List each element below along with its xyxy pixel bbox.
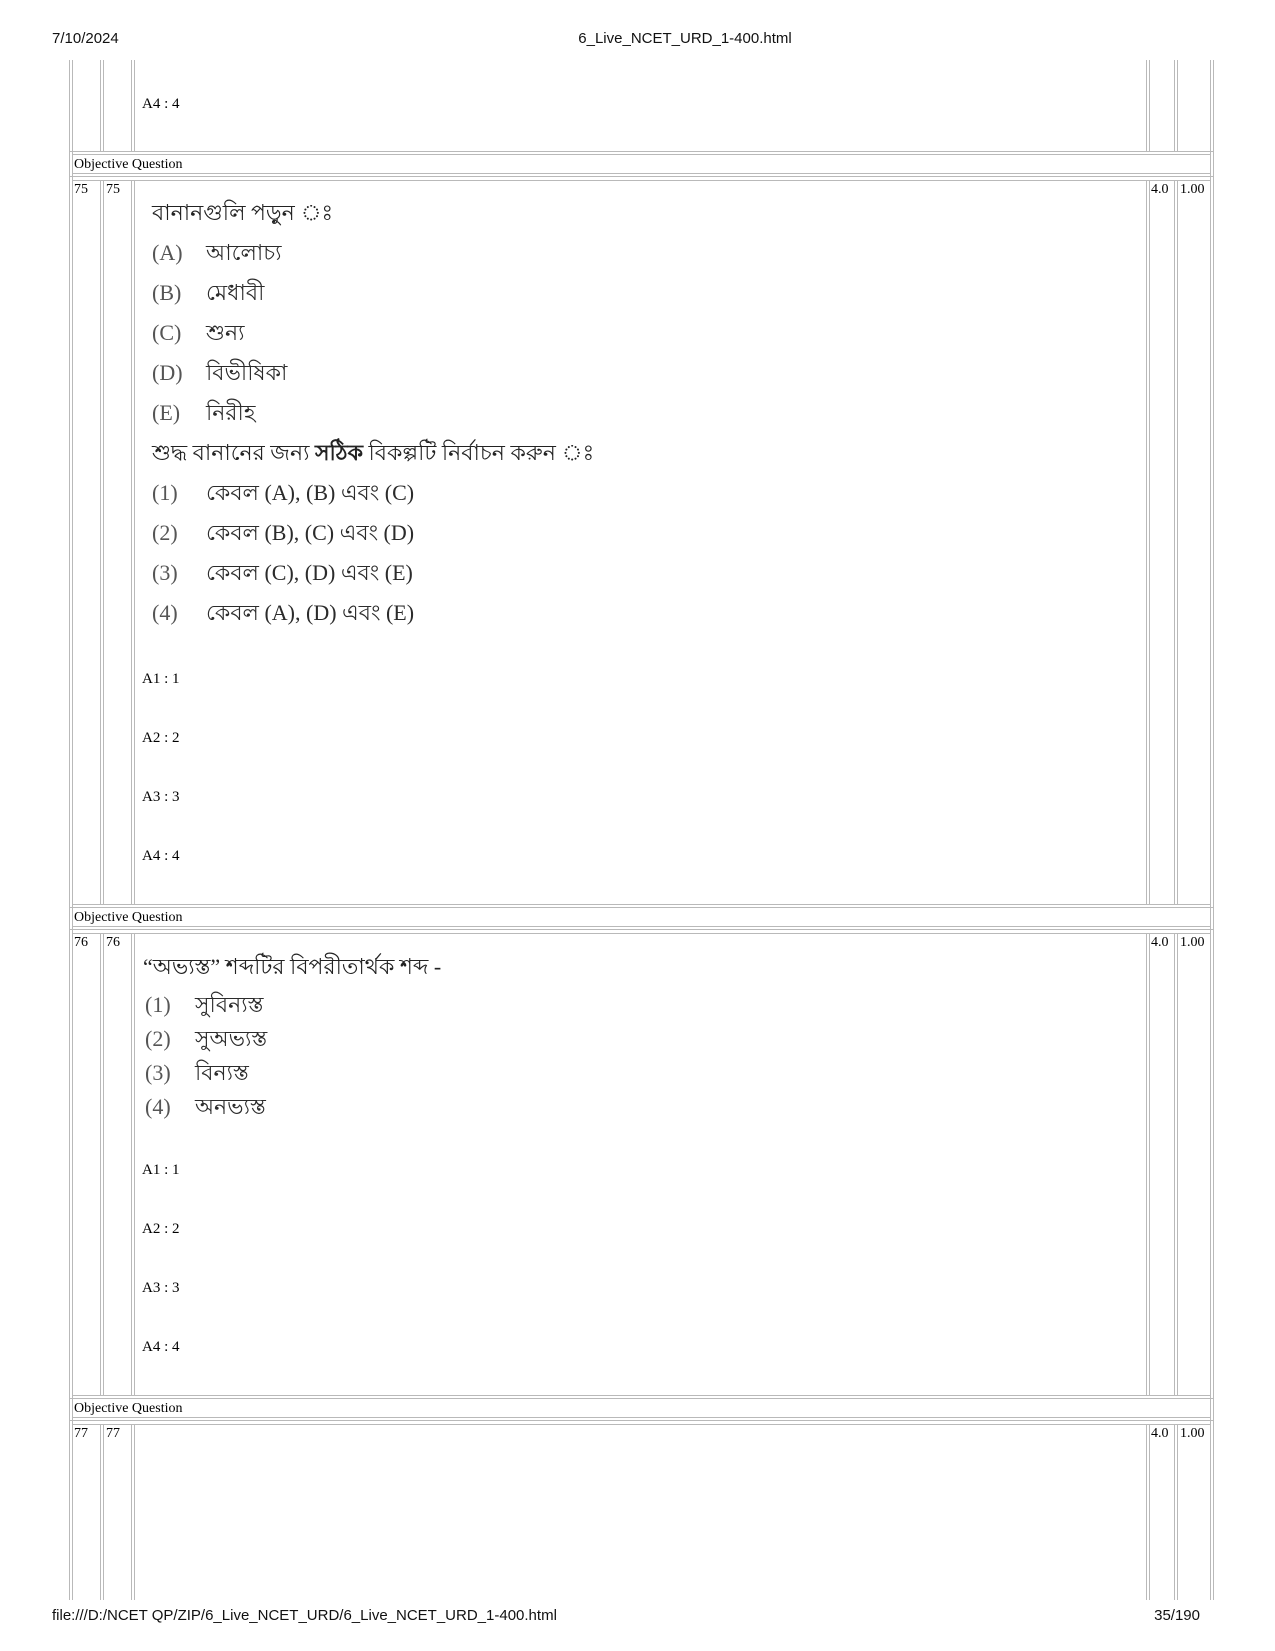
item-text: নিরীহ bbox=[206, 400, 256, 425]
option-2 bbox=[152, 516, 414, 553]
grid-line bbox=[1146, 933, 1147, 1395]
option-label: (2) bbox=[152, 520, 178, 545]
grid-line bbox=[1177, 180, 1178, 904]
option-label: (4) bbox=[152, 600, 178, 625]
item-text: আলোচ্য bbox=[206, 240, 282, 265]
grid-line bbox=[72, 180, 1211, 181]
grid-line bbox=[134, 933, 135, 1395]
item-text: শুন্য bbox=[206, 320, 245, 345]
question-id: 75 bbox=[106, 182, 120, 197]
option-text: কেবল (A), (B) এবং (C) bbox=[206, 480, 415, 505]
grid-line bbox=[72, 926, 1211, 927]
grid-line bbox=[100, 933, 101, 1395]
serial-number: 76 bbox=[74, 935, 88, 950]
question-prompt: বানানগুলি পড়ুন ঃ bbox=[152, 200, 334, 225]
item-text: বিভীষিকা bbox=[206, 360, 288, 385]
grid-line bbox=[103, 1424, 104, 1600]
marks: 4.0 bbox=[1151, 935, 1169, 950]
answer-3: A3 : 3 bbox=[142, 1280, 180, 1296]
list-item bbox=[152, 236, 282, 273]
grid-line bbox=[72, 173, 1211, 174]
grid-line bbox=[131, 1424, 132, 1600]
grid-line bbox=[1177, 1424, 1178, 1600]
serial-number: 77 bbox=[74, 1426, 88, 1441]
grid-line bbox=[131, 60, 132, 151]
option-text: বিন্যস্ত bbox=[195, 1060, 249, 1085]
negative-marks: 1.00 bbox=[1180, 935, 1205, 950]
option-label: (4) bbox=[145, 1094, 171, 1119]
grid-line bbox=[72, 933, 1211, 934]
grid-line bbox=[1146, 60, 1147, 151]
option-2 bbox=[145, 1022, 267, 1059]
answer-3: A3 : 3 bbox=[142, 789, 180, 805]
item-label: (C) bbox=[152, 320, 182, 345]
option-4 bbox=[152, 596, 414, 633]
option-label: (3) bbox=[152, 560, 178, 585]
item-label: (E) bbox=[152, 400, 181, 425]
question-id: 77 bbox=[106, 1426, 120, 1441]
answer-4: A4 : 4 bbox=[142, 1339, 180, 1355]
print-footer-path: file:///D:/NCET QP/ZIP/6_Live_NCET_URD/6_Live_NCET_URD_1-400.html bbox=[52, 1607, 557, 1624]
grid-line bbox=[1149, 60, 1150, 151]
item-label: (A) bbox=[152, 240, 183, 265]
option-text: কেবল (C), (D) এবং (E) bbox=[206, 560, 413, 585]
grid-line bbox=[72, 904, 1211, 905]
negative-marks: 1.00 bbox=[1180, 1426, 1205, 1441]
grid-line bbox=[1174, 60, 1175, 151]
serial-number: 75 bbox=[74, 182, 88, 197]
grid-line bbox=[131, 933, 132, 1395]
grid-line bbox=[100, 180, 101, 904]
grid-line bbox=[103, 180, 104, 904]
option-text: সুঅভ্যস্ত bbox=[195, 1026, 268, 1051]
grid-line bbox=[69, 929, 1214, 930]
option-3 bbox=[152, 556, 413, 593]
grid-line bbox=[131, 180, 132, 904]
list-item bbox=[152, 396, 255, 433]
instruction-emphasis: সঠিক bbox=[314, 440, 363, 465]
marks: 4.0 bbox=[1151, 182, 1169, 197]
option-3 bbox=[145, 1056, 249, 1093]
grid-line bbox=[72, 154, 1211, 155]
grid-line bbox=[69, 60, 70, 1600]
grid-line bbox=[100, 60, 101, 151]
grid-line bbox=[1174, 1424, 1175, 1600]
marks: 4.0 bbox=[1151, 1426, 1169, 1441]
grid-line bbox=[134, 1424, 135, 1600]
item-label: (D) bbox=[152, 360, 183, 385]
question-type-label: Objective Question bbox=[74, 157, 183, 172]
grid-line bbox=[134, 60, 135, 151]
grid-line bbox=[72, 60, 73, 1600]
grid-line bbox=[1149, 180, 1150, 904]
list-item bbox=[152, 316, 244, 353]
answer-1: A1 : 1 bbox=[142, 671, 180, 687]
option-label: (2) bbox=[145, 1026, 171, 1051]
grid-line bbox=[69, 907, 1214, 908]
option-label: (3) bbox=[145, 1060, 171, 1085]
grid-line bbox=[1213, 60, 1214, 1600]
grid-line bbox=[69, 176, 1214, 177]
negative-marks: 1.00 bbox=[1180, 182, 1205, 197]
grid-line bbox=[1174, 933, 1175, 1395]
grid-line bbox=[1210, 60, 1211, 1600]
answer-1: A1 : 1 bbox=[142, 1162, 180, 1178]
grid-line bbox=[69, 151, 1214, 152]
grid-line bbox=[1146, 180, 1147, 904]
option-text: কেবল (A), (D) এবং (E) bbox=[206, 600, 415, 625]
grid-line bbox=[1146, 1424, 1147, 1600]
prev-answer-4: A4 : 4 bbox=[142, 96, 180, 112]
list-item bbox=[152, 276, 264, 313]
grid-line bbox=[103, 933, 104, 1395]
print-date: 7/10/2024 bbox=[52, 30, 119, 47]
print-title: 6_Live_NCET_URD_1-400.html bbox=[578, 30, 792, 47]
grid-line bbox=[69, 1420, 1214, 1421]
option-text: কেবল (B), (C) এবং (D) bbox=[206, 520, 415, 545]
instruction-text: শুদ্ধ বানানের জন্য bbox=[152, 440, 315, 465]
grid-line bbox=[134, 180, 135, 904]
grid-line bbox=[100, 1424, 101, 1600]
option-text: সুবিন্যস্ত bbox=[195, 992, 264, 1017]
list-item bbox=[152, 356, 287, 393]
instruction-text: বিকল্পটি নির্বাচন করুন ঃ bbox=[362, 440, 595, 465]
question-id: 76 bbox=[106, 935, 120, 950]
grid-line bbox=[1149, 933, 1150, 1395]
grid-line bbox=[1177, 933, 1178, 1395]
grid-line bbox=[1177, 60, 1178, 151]
question-instruction bbox=[152, 436, 594, 473]
answer-4: A4 : 4 bbox=[142, 848, 180, 864]
option-1 bbox=[152, 476, 414, 513]
grid-line bbox=[69, 1398, 1214, 1399]
option-text: অনভ্যস্ত bbox=[195, 1094, 266, 1119]
question-type-label: Objective Question bbox=[74, 1401, 183, 1416]
option-4 bbox=[145, 1090, 266, 1127]
item-text: মেধাবী bbox=[206, 280, 265, 305]
item-label: (B) bbox=[152, 280, 182, 305]
grid-line bbox=[1174, 180, 1175, 904]
question-prompt: “অভ্যস্ত” শব্দটির বিপরীতার্থক শব্দ - bbox=[143, 954, 442, 979]
grid-line bbox=[1149, 1424, 1150, 1600]
option-label: (1) bbox=[145, 992, 171, 1017]
question-type-label: Objective Question bbox=[74, 910, 183, 925]
answer-2: A2 : 2 bbox=[142, 730, 180, 746]
grid-line bbox=[72, 1395, 1211, 1396]
option-1 bbox=[145, 988, 263, 1025]
grid-line bbox=[72, 1424, 1211, 1425]
answer-2: A2 : 2 bbox=[142, 1221, 180, 1237]
print-page-number: 35/190 bbox=[1154, 1607, 1200, 1624]
grid-line bbox=[103, 60, 104, 151]
grid-line bbox=[72, 1417, 1211, 1418]
option-label: (1) bbox=[152, 480, 178, 505]
